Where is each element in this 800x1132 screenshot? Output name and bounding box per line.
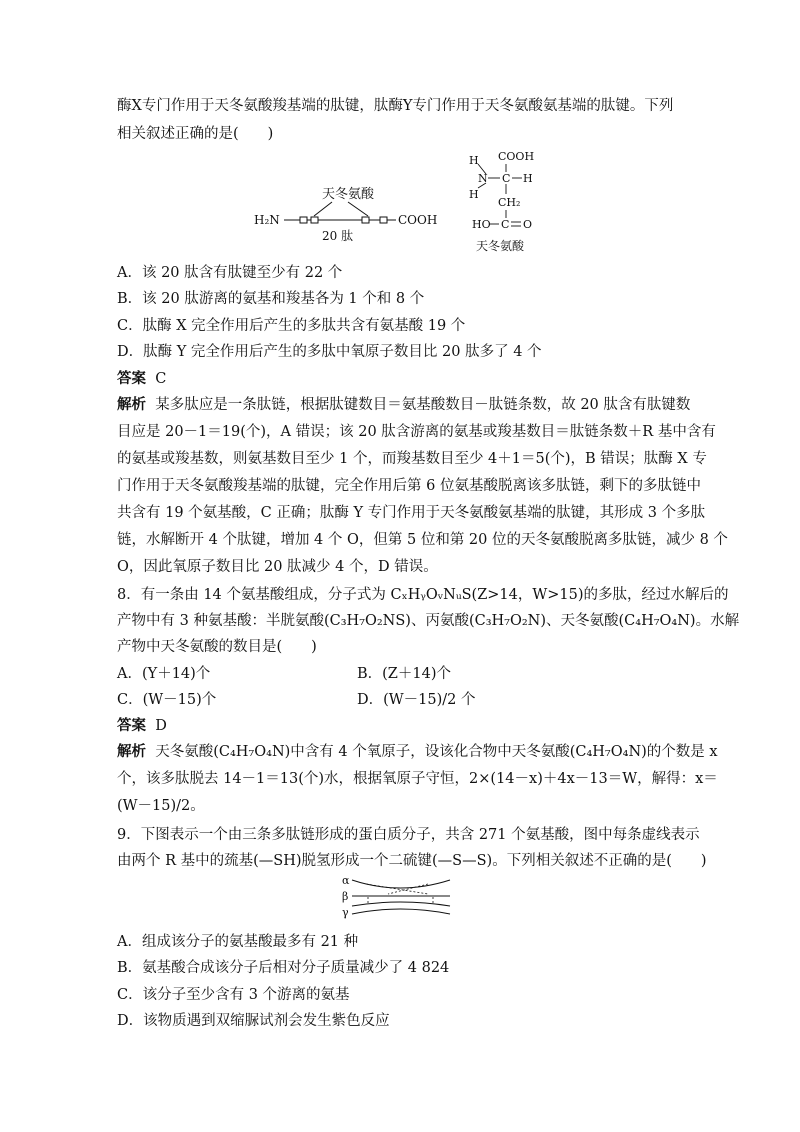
q7-analysis-line: 目应是 20－1＝19(个)，A 错误；该 20 肽含游离的氨基或羧基数目＝肽链条数＋R 基中含有 xyxy=(117,424,716,440)
q7-figure xyxy=(250,148,550,263)
aspartate-label: 天冬氨酸 xyxy=(322,187,375,202)
q7-analysis-line: O，因此氧原子数目比 20 肽减少 4 个，D 错误。 xyxy=(117,559,438,575)
q9-stem-line: 9．下图表示一个由三条多肽链形成的蛋白质分子，共含 271 个氨基酸，图中每条虚线表示 xyxy=(117,827,700,843)
q7-answer xyxy=(117,369,166,389)
q9-stem-line: 由两个 R 基中的巯基(—SH)脱氢形成一个二硫键(—S—S)。下列相关叙述不正确的是( ) xyxy=(117,853,707,869)
q8-stem-line: 产物中天冬氨酸的数目是( ) xyxy=(117,639,317,655)
struct-n: N xyxy=(478,172,488,185)
q9-option-d: D．该物质遇到双缩脲试剂会发生紫色反应 xyxy=(117,1013,390,1029)
struct-caption: 天冬氨酸 xyxy=(476,239,525,253)
struct-o: O xyxy=(523,218,533,231)
q7-analysis-line: 的氨基或羧基数，则氨基数目至少 1 个，而羧基数目至少 4＋1＝5(个)，B 错误；肽酶 X 专 xyxy=(117,451,707,467)
struct-h2: H xyxy=(523,172,533,185)
q8-answer xyxy=(117,716,167,736)
q7-stem-line1: 酶X专门作用于天冬氨酸羧基端的肽键，肽酶Y专门作用于天冬氨酸氨基端的肽键。下列 xyxy=(117,98,674,114)
q9-option-c: C．该分子至少含有 3 个游离的氨基 xyxy=(117,987,350,1003)
analysis-label: 解析 xyxy=(117,396,146,413)
struct-ch2: CH₂ xyxy=(498,196,521,209)
chain-carboxyl-end: COOH xyxy=(398,213,438,227)
struct-h3: H xyxy=(469,188,479,201)
q8-option-a: A．(Y＋14)个 xyxy=(117,666,211,682)
q8-stem-line: 产物中有 3 种氨基酸：半胱氨酸(C₃H₇O₂NS)、丙氨酸(C₃H₇O₂N)、天冬氨酸(C₄H₇O₄N)。水解 xyxy=(117,613,740,629)
q9-protein-figure xyxy=(338,874,458,922)
q8-option-d: D．(W－15)/2 个 xyxy=(357,692,476,708)
q9-option-b: B．氨基酸合成该分子后相对分子质量减少了 4 824 xyxy=(117,960,450,976)
q7-analysis-line xyxy=(117,395,690,415)
q7-analysis-line: 门作用于天冬氨酸羧基端的肽键，完全作用后第 6 位氨基酸脱离该多肽链，剩下的多肽链中 xyxy=(117,478,701,494)
struct-cooh: COOH xyxy=(498,150,535,163)
answer-value: D xyxy=(155,718,167,734)
q7-option-a: A．该 20 肽含有肽键至少有 22 个 xyxy=(117,265,343,281)
beta-label: β xyxy=(342,890,349,903)
q7-analysis-line: 链，水解断开 4 个肽键，增加 4 个 O，但第 5 位和第 20 位的天冬氨酸脱离多肽链，减少 8 个 xyxy=(117,532,728,548)
q8-option-c: C．(W－15)个 xyxy=(117,692,217,708)
q9-option-a: A．组成该分子的氨基酸最多有 21 种 xyxy=(117,934,359,950)
q8-option-b: B．(Z＋14)个 xyxy=(357,666,451,682)
analysis-text: 天冬氨酸(C₄H₇O₄N)中含有 4 个氧原子，设该化合物中天冬氨酸(C₄H₇O₄N)的个数是 x xyxy=(155,744,718,760)
gamma-label: γ xyxy=(342,906,349,919)
q7-stem-line2: 相关叙述正确的是( ) xyxy=(117,126,274,142)
q8-analysis-line xyxy=(117,742,718,762)
peptide-label: 20 肽 xyxy=(322,229,354,243)
analysis-text: 某多肽应是一条肽链，根据肽键数目＝氨基酸数目－肽链条数，故 20 肽含有肽键数 xyxy=(155,397,691,413)
answer-value: C xyxy=(155,371,167,387)
q7-option-c: C．肽酶 X 完全作用后产生的多肽共含有氨基酸 19 个 xyxy=(117,318,466,334)
q8-stem-line: 8．有一条由 14 个氨基酸组成，分子式为 CₓHᵧOᵥNᵤS(Z>14，W>15)的多肽，经过水解后的 xyxy=(117,587,729,603)
struct-ho: HO xyxy=(472,218,491,231)
struct-c: C xyxy=(502,172,511,185)
alpha-label: α xyxy=(342,874,350,887)
q7-option-d: D．肽酶 Y 完全作用后产生的多肽中氧原子数目比 20 肽多了 4 个 xyxy=(117,344,542,360)
q7-analysis-line: 共含有 19 个氨基酸，C 正确；肽酶 Y 专门作用于天冬氨酸氨基端的肽键，其形成 3 个多肽 xyxy=(117,505,706,521)
q7-option-b: B．该 20 肽游离的氨基和羧基各为 1 个和 8 个 xyxy=(117,291,425,307)
q8-analysis-line: (W－15)/2。 xyxy=(117,798,205,814)
q8-analysis-line: 个，该多肽脱去 14－1＝13(个)水，根据氧原子守恒，2×(14－x)＋4x－13＝W，解得：x＝ xyxy=(117,771,718,787)
chain-amino-end: H₂N xyxy=(254,213,280,227)
struct-c2: C xyxy=(501,218,510,231)
analysis-label: 解析 xyxy=(117,743,146,760)
answer-label: 答案 xyxy=(117,370,146,387)
answer-label: 答案 xyxy=(117,717,146,734)
struct-h1: H xyxy=(469,154,479,167)
